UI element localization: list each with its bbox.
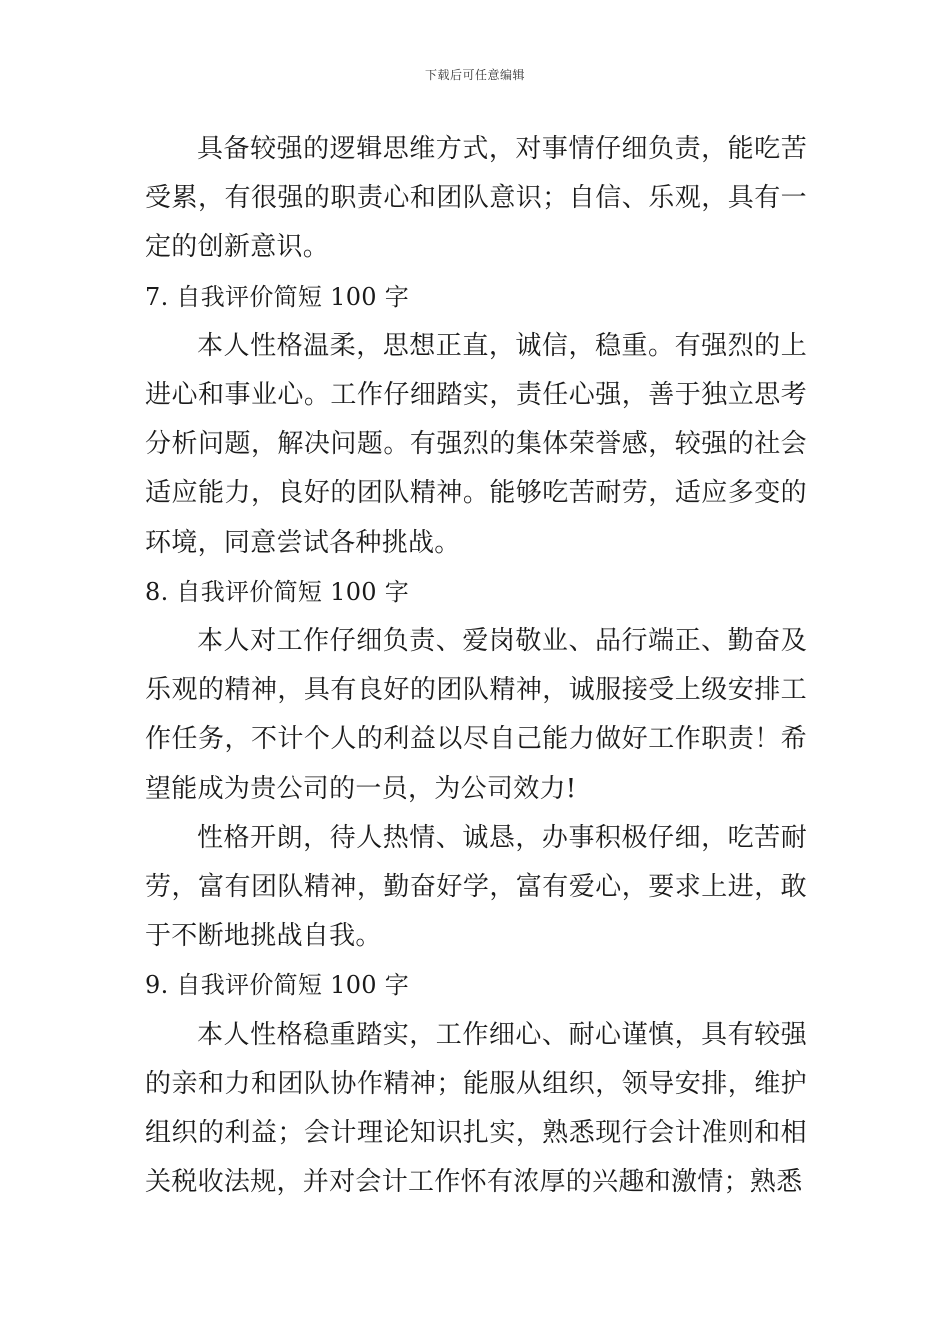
- section-heading-8: 8. 自我评价简短 100 字: [145, 577, 410, 606]
- paragraph-work-attitude: 本人对工作仔细负责、爱岗敬业、品行端正、勤奋及乐观的精神，具有良好的团队精神，诚服接受上级安排工作任务，不计个人的利益以尽自己能力做好工作职责！希望能成为贵公司的一员，为公司效力!: [145, 626, 807, 804]
- document-body: [145, 125, 807, 1207]
- paragraph-ability: 具备较强的逻辑思维方式，对事情仔细负责，能吃苦受累，有很强的职责心和团队意识；自信、乐观，具有一定的创新意识。: [145, 134, 807, 263]
- section-heading-7: 7. 自我评价简短 100 字: [145, 282, 410, 311]
- paragraph-personality-2: 性格开朗，待人热情、诚恳，办事积极仔细，吃苦耐劳，富有团队精神，勤奋好学，富有爱心，要求上进，敢于不断地挑战自我。: [145, 822, 807, 952]
- page-header-note: 下载后可任意编辑: [424, 68, 525, 82]
- section-heading-9: 9. 自我评价简短 100 字: [145, 971, 410, 1000]
- paragraph-accounting: 本人性格稳重踏实，工作细心、耐心谨慎，具有较强的亲和力和团队协作精神；能服从组织，领导安排，维护组织的利益；会计理论知识扎实，熟悉现行会计准则和相关税收法规，并对会计工作怀有浓厚的兴趣和激情；熟悉: [145, 1019, 807, 1198]
- paragraph-personality-1: 本人性格温柔，思想正直，诚信，稳重。有强烈的上进心和事业心。工作仔细踏实，责任心强，善于独立思考分析问题，解决问题。有强烈的集体荣誉感，较强的社会适应能力，良好的团队精神。能够吃苦耐劳，适应多变的环境，同意尝试各种挑战。: [145, 330, 807, 558]
